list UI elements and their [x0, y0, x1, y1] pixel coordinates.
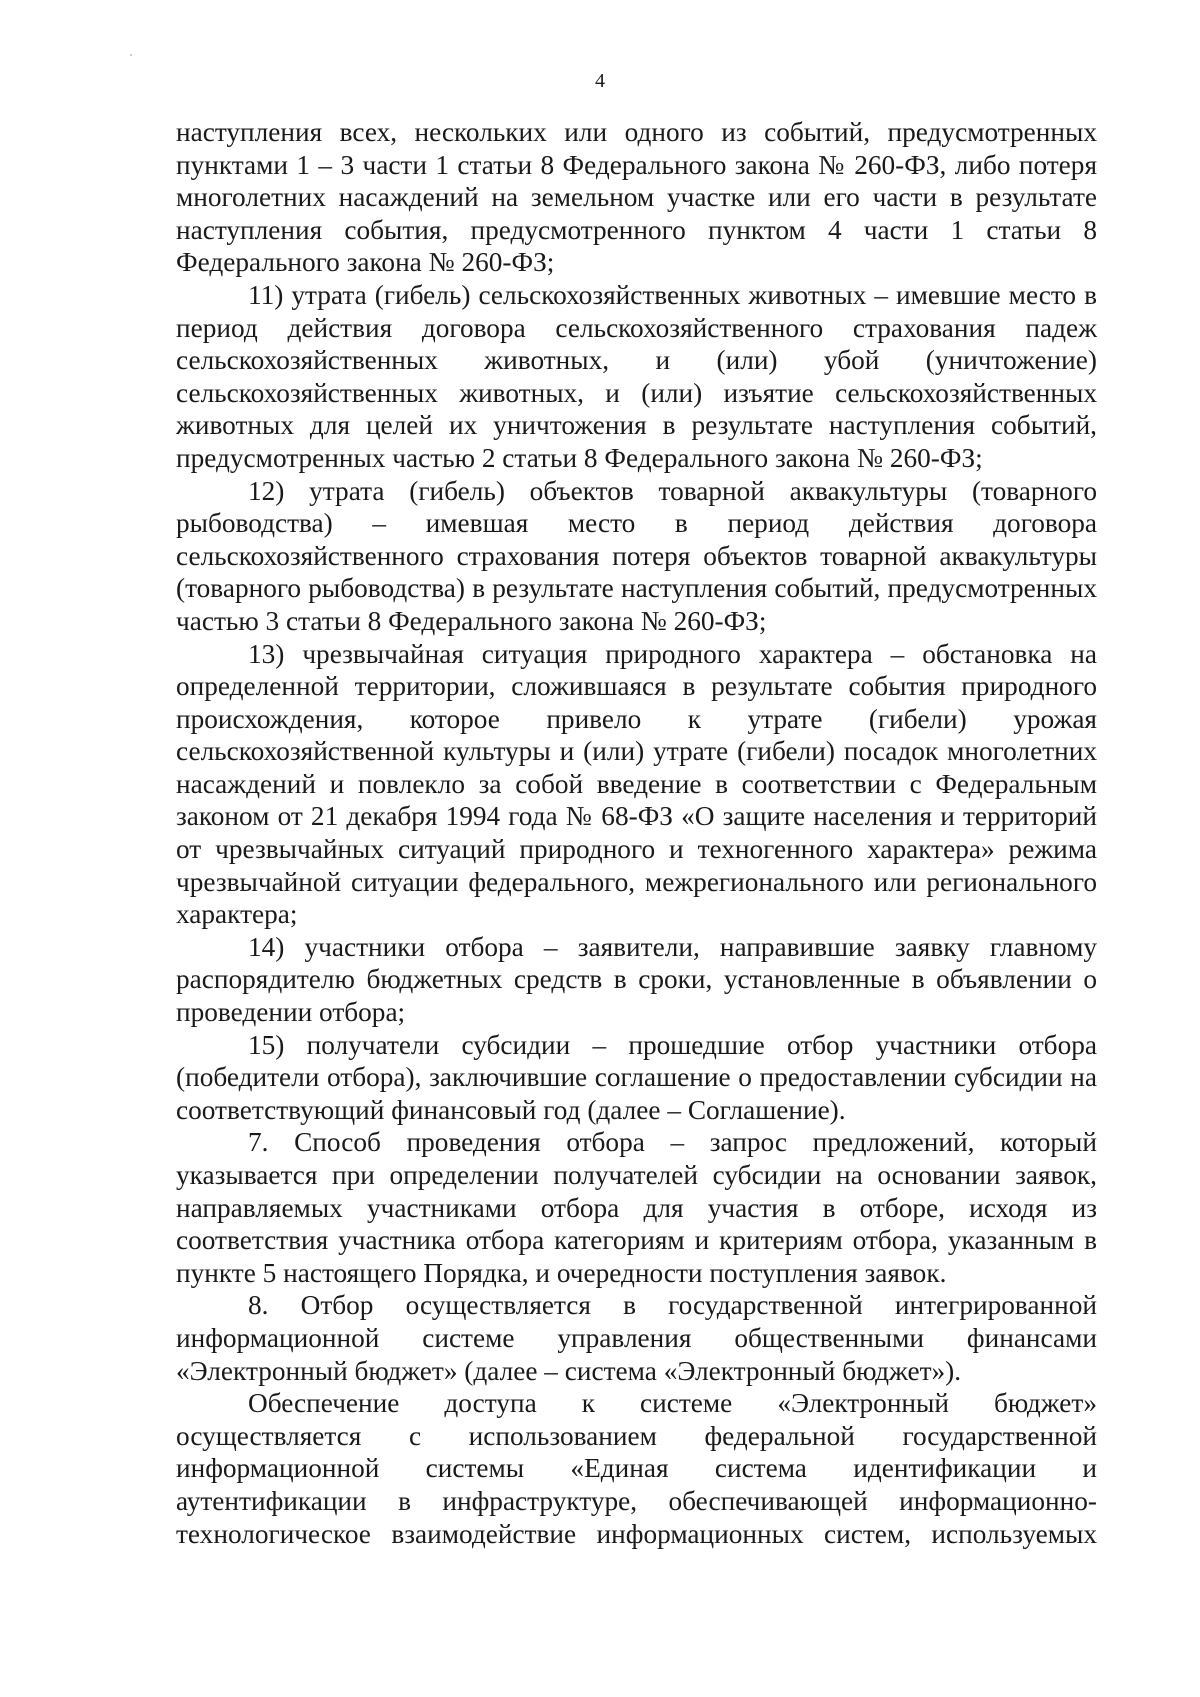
paragraph-clause-8: 8. Отбор осуществляется в государственной интегрированной информационной системе управления общественными финансами «Электронный бюджет» (далее – система «Электронный бюджет»).	[176, 1290, 1097, 1386]
paragraph-clause-7: 7. Способ проведения отбора – запрос предложений, который указывается при определении получателей субсидии на основании заявок, направляемых участниками отбора для участия в отборе, исходя из соответствия участника отбора категориям и критериям отбора, указанным в пункте 5 настоящего Порядка, и очередности поступления заявок.	[176, 1127, 1097, 1288]
page-number: 4	[595, 70, 605, 92]
document-body	[176, 116, 1097, 1550]
paragraph-item-13: 13) чрезвычайная ситуация природного характера – обстановка на определенной территории, сложившаяся в результате события природного происхождения, которое привело к утрате (гибели) урожая сельскохозяйственной культуры и (или) утрате (гибели) посадок многолетних насаждений и повлекло за собой введение в соответствии с Федеральным законом от 21 декабря 1994 года № 68-ФЗ «О защите населения и территорий от чрезвычайных ситуаций природного и техногенного характера» режима чрезвычайной ситуации федерального, межрегионального или регионального характера;	[176, 638, 1097, 930]
paragraph-item-15: 15) получатели субсидии – прошедшие отбор участники отбора (победители отбора), заключившие соглашение о предоставлении субсидии на соответствующий финансовый год (далее – Соглашение).	[176, 1029, 1097, 1125]
paragraph-item-14: 14) участники отбора – заявители, направившие заявку главному распорядителю бюджетных средств в сроки, установленные в объявлении о проведении отбора;	[176, 931, 1097, 1028]
paragraph-item-12: 12) утрата (гибель) объектов товарной аквакультуры (товарного рыбоводства) – имевшая место в период действия договора сельскохозяйственного страхования потеря объектов товарной аквакультуры (товарного рыбоводства) в результате наступления событий, предусмотренных частью 3 статьи 8 Федерального закона № 260-ФЗ;	[176, 475, 1097, 636]
scan-artifact	[130, 54, 132, 56]
paragraph-access: Обеспечение доступа к системе «Электронный бюджет» осуществляется с использованием федеральной государственной информационной системы «Единая система идентификации и аутентификации в инфраструктуре, обеспечивающей информационно-технологическое взаимодействие информационных систем, используемых	[176, 1388, 1097, 1549]
paragraph-item-11: 11) утрата (гибель) сельскохозяйственных животных – имевшие место в период действия договора сельскохозяйственного страхования падеж сельскохозяйственных животных, и (или) убой (уничтожение) сельскохозяйственных животных, и (или) изъятие сельскохозяйственных животных для целей их уничтожения в результате наступления событий, предусмотренных частью 2 статьи 8 Федерального закона № 260-ФЗ;	[176, 279, 1097, 473]
paragraph-continuation: наступления всех, нескольких или одного из событий, предусмотренных пунктами 1 – 3 части 1 статьи 8 Федерального закона № 260-ФЗ, либо потеря многолетних насаждений на земельном участке или его части в результате наступления события, предусмотренного пунктом 4 части 1 статьи 8 Федерального закона № 260-ФЗ;	[176, 117, 1097, 278]
